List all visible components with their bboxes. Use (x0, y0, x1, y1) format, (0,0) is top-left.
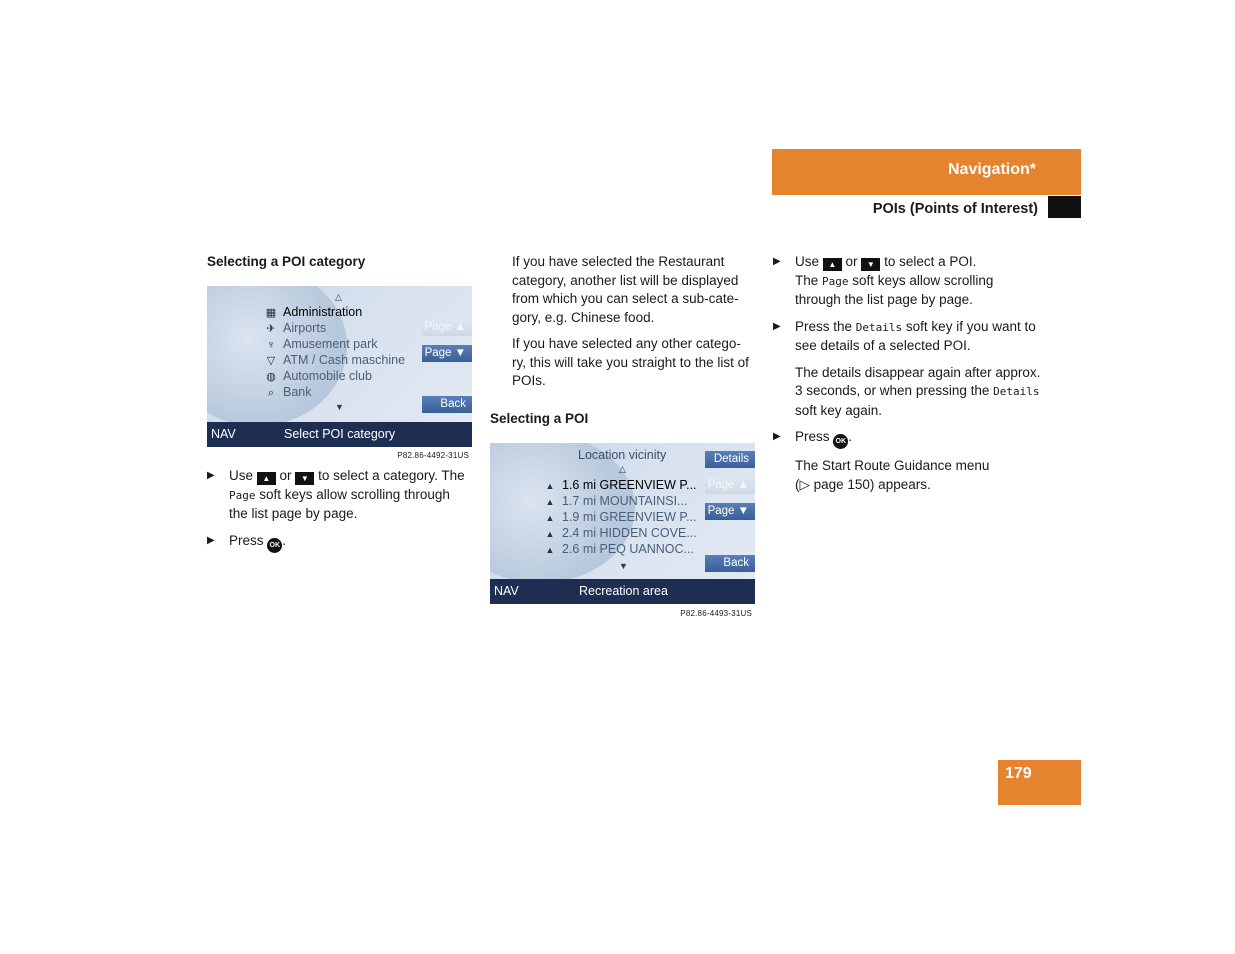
ok-key-icon: OK (833, 434, 848, 449)
text: Press (229, 532, 264, 548)
status-mode: NAV (211, 427, 236, 441)
page-key-label: Page (822, 274, 849, 288)
airplane-icon: ✈ (266, 323, 276, 335)
category-label: ATM / Cash maschine (283, 353, 406, 367)
up-key-icon: ▲ (257, 472, 276, 485)
poi-label: 2.6 mi PEQ UANNOC... (562, 542, 694, 556)
scroll-up-icon[interactable]: △ (619, 464, 626, 474)
bullet-icon: ▶ (773, 431, 781, 442)
text: to select a POI. (884, 254, 977, 269)
category-item[interactable] (263, 305, 362, 319)
details-key-label: Details (993, 385, 1040, 398)
bank-icon: ⌕ (267, 387, 275, 399)
category-item[interactable] (263, 353, 405, 367)
details-key-label: Details (855, 320, 903, 334)
category-item[interactable] (263, 385, 312, 400)
back-softkey[interactable]: Back (422, 396, 472, 413)
direction-arrow-icon: ▲ (545, 481, 555, 491)
page-number-box (998, 760, 1081, 805)
details-disappear-note (773, 364, 1041, 421)
details-softkey[interactable]: Details (705, 451, 755, 468)
text: . (282, 532, 287, 548)
status-title: Select POI category (284, 427, 396, 441)
page-down-softkey[interactable]: Page ▼ (422, 345, 472, 362)
figure-caption-middle: P82.86-4493-31US (680, 609, 752, 618)
text: The (441, 468, 465, 483)
poi-list-screen (490, 443, 755, 604)
down-key-icon: ▼ (861, 258, 880, 271)
scroll-down-icon[interactable]: ▼ (335, 402, 344, 412)
middle-column (512, 253, 754, 399)
ok-key-icon: OK (267, 538, 282, 553)
page-key-label: Page (229, 488, 256, 502)
poi-item[interactable] (542, 542, 694, 556)
category-label: Bank (283, 385, 312, 399)
bullet-icon: ▶ (207, 534, 215, 546)
direction-arrow-icon: ▲ (545, 545, 555, 555)
text: The (795, 272, 819, 288)
text: Press the (795, 318, 853, 334)
text: to select a category. (318, 468, 438, 483)
bullet-icon: ▶ (773, 320, 781, 332)
auto-club-icon: ◍ (266, 371, 276, 383)
category-item[interactable] (263, 321, 326, 335)
left-heading: Selecting a POI category (207, 254, 366, 269)
restaurant-paragraph: If you have selected the Restaurant category, another list will be displayed from which you can select a sub-cate-gory, e.g. Chinese food. (512, 254, 739, 325)
page-up-softkey[interactable]: Page ▲ (422, 319, 472, 336)
category-label: Airports (283, 321, 327, 335)
poi-label: 1.6 mi GREENVIEW P... (562, 478, 697, 492)
text: or (845, 254, 858, 269)
text: soft key if you want to see details of a selected POI. (795, 318, 1036, 353)
figure-caption-left: P82.86-4492-31US (397, 451, 469, 460)
instruction-select-category (207, 467, 472, 524)
right-column (773, 253, 1041, 494)
instruction-press-details (773, 318, 1041, 356)
left-column (207, 253, 472, 272)
text: The details disappear again after approx. 3 seconds, or when pressing the (795, 364, 1041, 398)
text: soft key again. (795, 402, 883, 418)
category-label: Administration (283, 305, 363, 319)
down-key-icon: ▼ (295, 472, 314, 485)
page-number: 179 (1005, 765, 1032, 782)
location-vicinity-label: Location vicinity (578, 448, 667, 462)
subsection-marker (1048, 196, 1081, 218)
direction-arrow-icon: ▲ (545, 513, 555, 523)
instruction-select-poi (773, 253, 1041, 310)
page-down-softkey[interactable]: Page ▼ (705, 503, 755, 520)
status-bar (490, 579, 755, 604)
middle-heading: Selecting a POI (490, 411, 589, 426)
text: . (848, 429, 853, 444)
scroll-down-icon[interactable]: ▼ (619, 561, 628, 571)
category-label: Amusement park (283, 337, 378, 351)
atm-icon: ▽ (266, 355, 276, 367)
amusement-icon: ♆ (266, 339, 276, 351)
poi-item[interactable] (542, 478, 697, 492)
section-title: Navigation* (947, 161, 1036, 178)
text: Use (229, 468, 254, 483)
text: soft keys allow scrolling through the list page by page. (795, 272, 994, 307)
poi-category-screen (207, 286, 472, 447)
poi-item[interactable] (542, 510, 697, 524)
status-bar (207, 422, 472, 447)
poi-label: 1.7 mi MOUNTAINSI... (562, 494, 688, 508)
instruction-press-ok (773, 428, 1041, 449)
left-instructions (207, 467, 472, 561)
poi-item[interactable] (542, 494, 687, 508)
other-category-paragraph: If you have selected any other catego-ry, this will take you straight to the list of POIs. (512, 336, 749, 388)
instruction-press-ok (207, 532, 472, 553)
page-up-softkey[interactable]: Page ▲ (705, 477, 755, 494)
poi-label: 2.4 mi HIDDEN COVE... (562, 526, 697, 540)
subsection-title: POIs (Points of Interest) (872, 201, 1038, 217)
status-mode: NAV (494, 584, 519, 598)
text: Press (795, 429, 830, 444)
bullet-icon: ▶ (773, 256, 781, 267)
direction-arrow-icon: ▲ (545, 497, 555, 507)
status-title: Recreation area (579, 584, 668, 598)
bullet-icon: ▶ (207, 470, 215, 481)
building-icon: ▦ (265, 307, 277, 319)
text: soft keys allow scrolling through the list page by page. (229, 486, 450, 521)
category-item[interactable] (263, 337, 377, 351)
poi-item[interactable] (542, 526, 697, 540)
text: or (279, 468, 292, 483)
text: Use (795, 254, 820, 269)
section-header-bar (772, 149, 1081, 195)
category-item[interactable] (263, 369, 372, 383)
back-softkey[interactable]: Back (705, 555, 755, 572)
category-label: Automobile club (283, 369, 372, 383)
route-guidance-note: The Start Route Guidance menu (▷ page 150) appears. (795, 458, 990, 492)
scroll-up-icon[interactable]: △ (335, 292, 342, 302)
up-key-icon: ▲ (823, 258, 842, 271)
direction-arrow-icon: ▲ (545, 529, 555, 539)
poi-label: 1.9 mi GREENVIEW P... (562, 510, 697, 524)
